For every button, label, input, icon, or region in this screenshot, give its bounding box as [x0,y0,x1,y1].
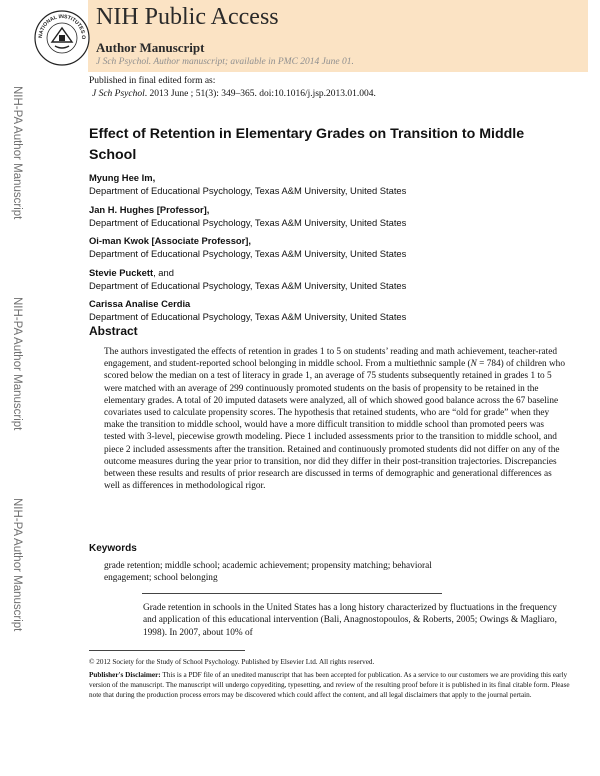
author-separator: , [206,203,210,215]
sidebar-label: NIH-PA Author Manuscript [11,498,23,632]
nih-public-access-title: NIH Public Access [96,4,279,30]
disclaimer-label: Publisher's Disclaimer: [89,671,161,679]
author-affiliation: Department of Educational Psychology, Texas A&M University, United States [89,311,407,322]
footnote-divider [89,650,245,651]
sample-size-symbol: N [470,359,477,370]
intro-paragraph: Grade retention in schools in the United States has a long history characterized by fluctuations in the frequency and application of this educational intervention (Bali, Anagnostopoulos, & Roberts, 2005; Owings & Magliaro, 1998). In 2007, about 10% of [143,603,557,638]
author-manuscript-label: Author Manuscript [96,40,205,55]
author-name: Jan H. Hughes [Professor] [89,203,207,215]
author-affiliation: Department of Educational Psychology, Texas A&M University, United States [89,216,407,228]
author-name: Oi-man Kwok [Associate Professor] [89,235,249,246]
citation-details: . 2013 June ; 51(3): 349–365. doi:10.1016/j.jsp.2013.01.004. [144,88,376,99]
citation [89,88,579,101]
keywords-heading: Keywords [89,543,137,554]
logo-text: NATIONAL INSTITUTES O [37,13,87,40]
sidebar-label: NIH-PA Author Manuscript [11,86,23,220]
author-list [89,171,579,329]
abstract-heading: Abstract [89,324,138,338]
copyright-notice: © 2012 Society for the Study of School Psychology. Published by Elsevier Ltd. All rights reserved. [89,658,375,666]
author-affiliation: Department of Educational Psychology, Texas A&M University, United States [89,248,407,259]
author-affiliation: Department of Educational Psychology, Texas A&M University, United States [89,185,407,196]
author-separator: , [248,235,252,246]
author-name: Carissa Analise Cerdia [89,298,191,309]
author-entry [89,297,579,329]
disclaimer-text: This is a PDF file of an unedited manuscript that has been accepted for publication. As a service to our customers we are providing this early version of the manuscript. The manuscript will undergo copyediting, typesetting, and review of the resulting proof before it is published in its final citable form. Please note that during the production process errors may be discovered which could affect the content, and all legal disclaimers that apply to the journal pertain. [89,671,570,699]
author-separator: , and [153,266,174,278]
author-entry [89,266,579,298]
sidebar-label: NIH-PA Author Manuscript [11,297,23,431]
section-divider [142,593,442,594]
article-title: Effect of Retention in Elementary Grades on Transition to Middle School [89,126,525,163]
journal-name: J Sch Psychol [92,88,145,99]
author-name: Myung Hee Im [89,172,153,183]
abstract-part: The authors investigated the effects of retention in grades 1 to 5 on students’ reading and math achievement, teacher-rated engagement, and student-reported school belonging in middle school. From a multiethnic sample ( [104,347,558,370]
abstract-part: = 784) of children who scored below the median on a test of literacy in grade 1, an average of 75 students subsequently retained in grades 1 to 5 were matched with an average of 299 continuously promoted students on the basis of propensity to be retained in the elementary grades. A total of 20 imputed datasets were analyzed, all of which showed good balance across the 67 baseline covariates used to calculate propensity scores. The hypothesis that retained students, who are “old for grade” when they make the transition to middle school, would have a more difficult transition to middle school than promoted peers was tested with 3-level, piecewise growth modeling. Piece 1 included assessments prior to the transition to middle school, and piece 2 included assessments after the transition. Retained and continuously promoted students did not differ on any of the outcome measures during the year prior to transition, nor did they differ in their post-transition trajectories. Discrepancies between these results and results of prior research are discussed in terms of demographic and generational differences as well as differences in methodological rigor. [104,359,565,492]
author-name: Stevie Puckett [89,266,154,278]
published-label: Published in final edited form as: [89,76,216,86]
publication-info [89,75,579,100]
author-entry [89,203,579,235]
nih-logo [34,2,90,68]
abstract-text [104,346,566,492]
keywords-text: grade retention; middle school; academic achievement; propensity matching; behavioral engagement; school belonging [104,561,432,583]
publisher-disclaimer [89,670,579,700]
author-entry [89,171,579,203]
availability-line: J Sch Psychol. Author manuscript; available in PMC 2014 June 01. [96,57,354,67]
author-separator: , [152,172,156,183]
author-entry [89,234,579,266]
author-affiliation: Department of Educational Psychology, Texas A&M University, United States [89,279,407,291]
